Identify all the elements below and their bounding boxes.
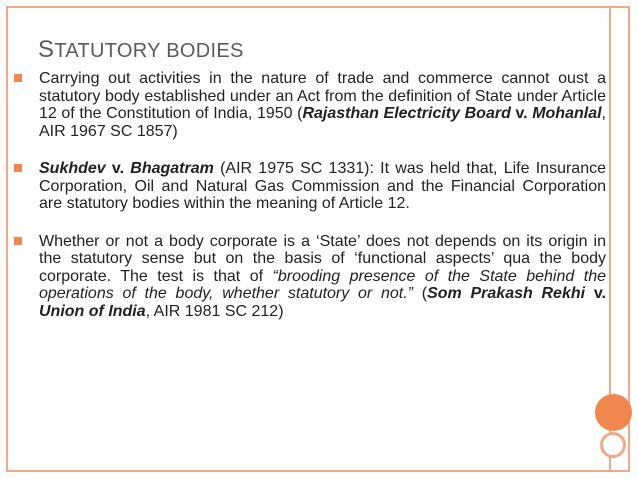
versus: v. [105,160,131,177]
bullet-item-1 [14,70,606,140]
citation: , AIR 1981 SC 212) [145,302,284,320]
slide-title-initial: S [38,36,55,63]
bullet-text: Carrying out activities in the nature of trade and commerce cannot oust a statutory body established under an Act from the definition of State under Article 12 of the Constitution of India, 1950 ( [39,70,606,122]
decorative-ring-circle [600,432,626,458]
square-bullet-icon [14,74,22,82]
citation: , AIR 1967 SC 1857) [39,105,606,140]
square-bullet-icon [14,164,22,172]
quoted-test: “brooding presence of the State behind the operations of the body, whether statutory or not.” [39,267,606,302]
case-party: Som Prakash Rekhi [427,285,586,302]
bullet-list [14,70,606,340]
slide-title [38,36,244,64]
bullet-text: Whether or not a body corporate is a ‘State’ does not depends on its origin in the statutory sense but on the basis of ‘functional aspects’ qua the body corporate. The test is that of [39,232,606,285]
square-bullet-icon [14,237,22,245]
versus: v. [585,285,606,302]
decorative-orange-circle [595,394,632,431]
versus: v. [510,105,533,122]
case-party: Rajasthan Electricity Board [302,105,511,122]
slide-title-rest: TATUTORY BODIES [54,40,244,62]
citation-open: ( [413,285,428,302]
bullet-item-2 [14,160,606,213]
case-party: Bhagatram [130,160,214,177]
case-party: Mohanlal [532,105,602,122]
bullet-text: (AIR 1975 SC 1331): It was held that, Life Insurance Corporation, Oil and Natural Gas Commission and the Financial Corporation are statutory bodies within the meaning of Article 12. [39,160,606,212]
case-party: Union of India [39,302,146,320]
bullet-item-3 [14,233,606,321]
case-party: Sukhdev [39,160,106,177]
